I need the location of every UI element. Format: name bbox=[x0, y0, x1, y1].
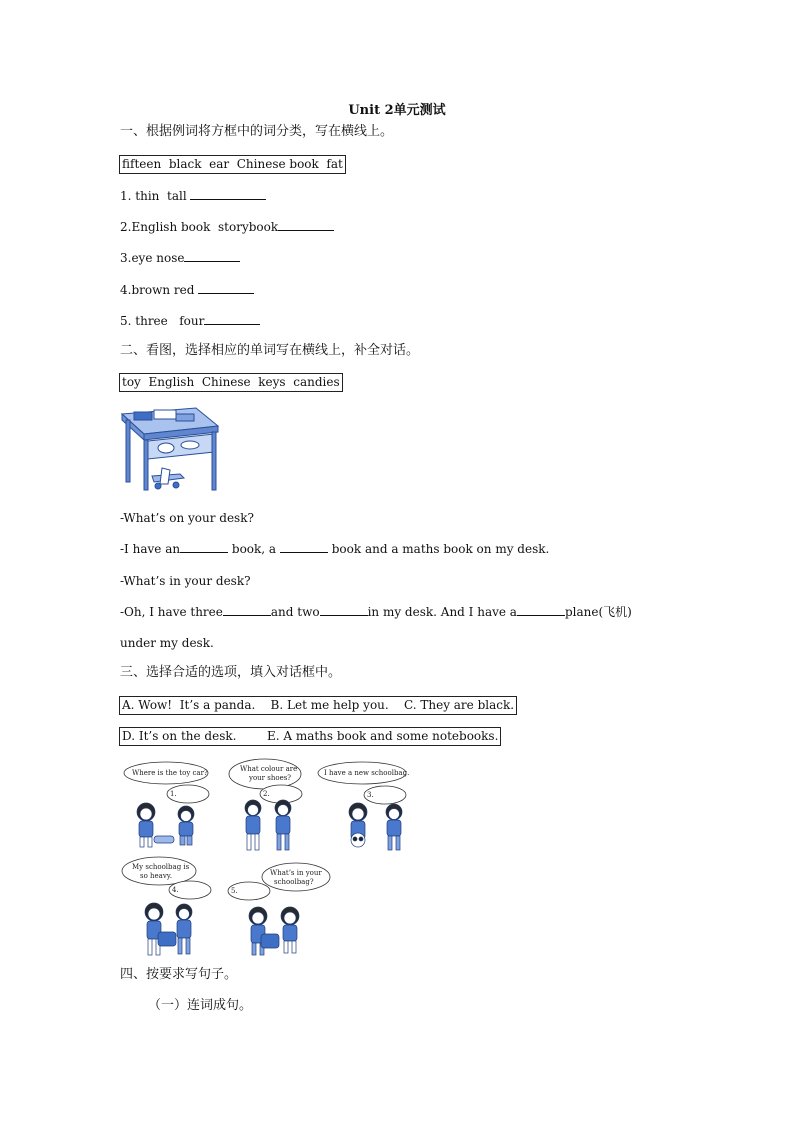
dialogue-answer-2: -Oh, I have three and two in my desk. And I have a plane(飞机) bbox=[120, 605, 632, 619]
dialogue-answer-1: -I have an book, a book and a maths book on my desk. bbox=[120, 542, 550, 556]
section1-item-3: 3.eye nose bbox=[120, 250, 240, 266]
options-box-1: A. Wow! It’s a panda. B. Let me help you. C. They are black. bbox=[119, 696, 517, 715]
answer-label-3: 3. bbox=[367, 791, 374, 799]
bubble-text-2a: What colour are bbox=[240, 765, 298, 773]
speech-bubble-5 bbox=[262, 863, 330, 891]
bubble-text-5b: schoolbag? bbox=[274, 878, 314, 886]
section1-item-1: 1. thin tall bbox=[120, 188, 266, 204]
bubble-text-2b: your shoes? bbox=[249, 774, 292, 782]
section2-heading: 二、看图，选择相应的单词写在横线上，补全对话。 bbox=[120, 343, 420, 358]
section1-word-box: fifteen black ear Chinese book fat bbox=[119, 155, 346, 174]
section1-item-2: 2.English book storybook bbox=[120, 219, 334, 235]
section1-item-4: 4.brown red bbox=[120, 282, 254, 298]
bubble-text-4a: My schoolbag is bbox=[132, 863, 190, 871]
section1-item-5: 5. three four bbox=[120, 313, 260, 329]
comic-illustrations bbox=[118, 756, 428, 960]
section3-heading: 三、选择合适的选项，填入对话框中。 bbox=[120, 665, 342, 680]
answer-label-5: 5. bbox=[231, 887, 238, 895]
bubble-text-1: Where is the toy car? bbox=[132, 769, 208, 777]
section4-heading: 四、按要求写句子。 bbox=[120, 967, 238, 982]
bubble-text-5a: What’s in your bbox=[270, 869, 322, 877]
answer-label-4: 4. bbox=[172, 886, 179, 894]
dialogue-question-1: -What’s on your desk? bbox=[120, 511, 254, 525]
answer-label-2: 2. bbox=[263, 790, 270, 798]
section4-subheading: （一）连词成句。 bbox=[148, 998, 253, 1013]
page-title: Unit 2单元测试 bbox=[348, 103, 446, 118]
options-box-2: D. It’s on the desk. E. A maths book and some notebooks. bbox=[119, 727, 501, 746]
bubble-text-4b: so heavy. bbox=[140, 872, 173, 880]
dialogue-answer-2-cont: under my desk. bbox=[120, 636, 214, 650]
section2-word-box: toy English Chinese keys candies bbox=[119, 373, 343, 392]
section1-heading: 一、根据例词将方框中的词分类，写在横线上。 bbox=[120, 124, 394, 139]
dialogue-question-2: -What’s in your desk? bbox=[120, 574, 251, 588]
answer-label-1: 1. bbox=[170, 790, 177, 798]
bubble-text-3: I have a new schoolbag. bbox=[324, 769, 410, 777]
desk-illustration bbox=[118, 404, 222, 494]
speech-bubble-4 bbox=[122, 857, 196, 885]
